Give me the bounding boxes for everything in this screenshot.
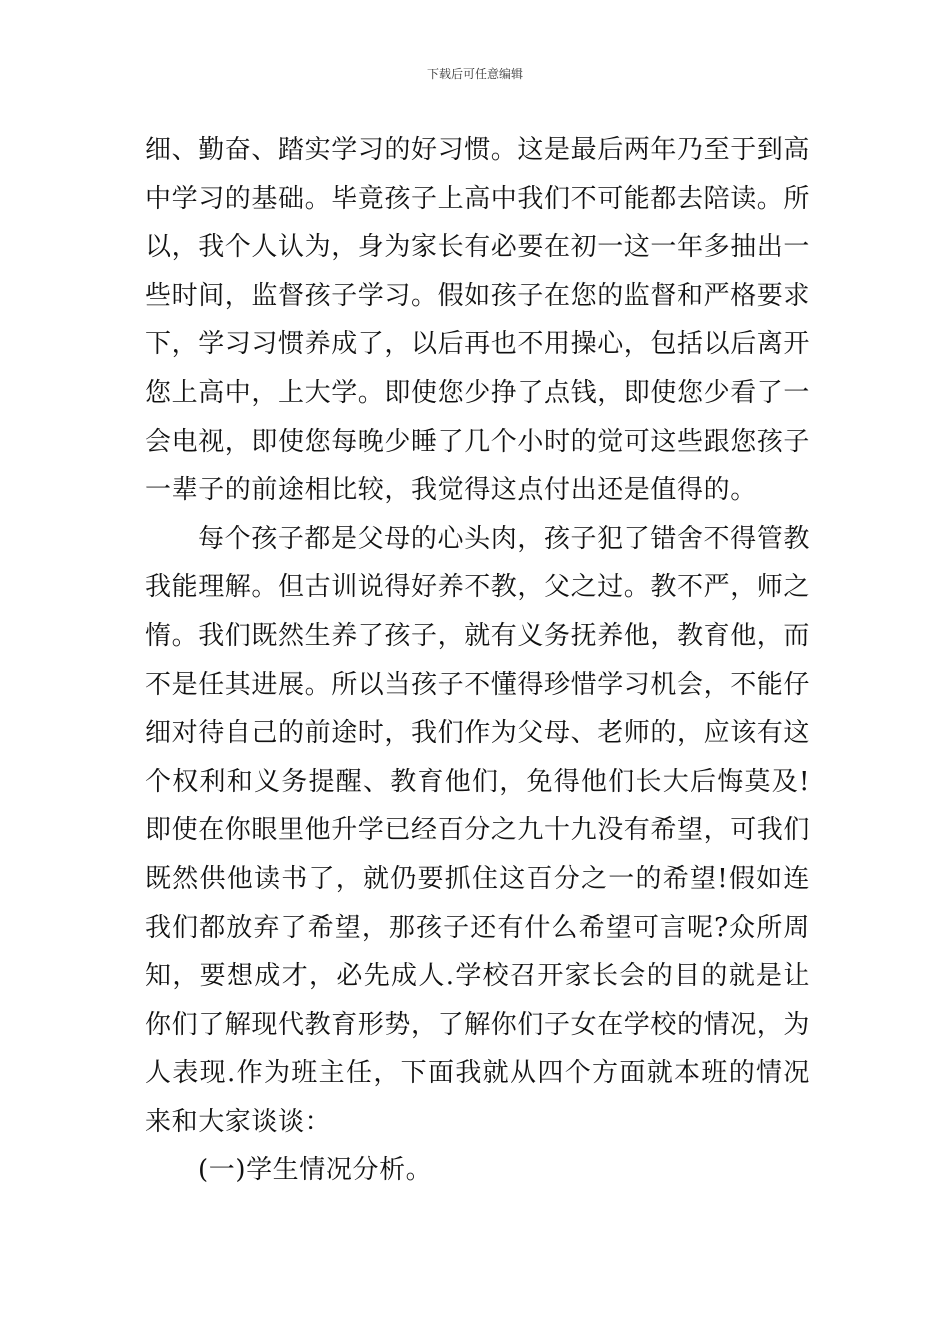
page-header-note: 下载后可任意编辑 (426, 67, 523, 81)
paragraph-continued: 细、勤奋、踏实学习的好习惯。这是最后两年乃至于到高中学习的基础。毕竟孩子上高中我们不可能都去陪读。所以，我个人认为，身为家长有必要在初一这一年多抽出一些时间，监督孩子学习。假如孩子在您的监督和严格要求下，学习习惯养成了，以后再也不用操心，包括以后离开您上高中，上大学。即使您少挣了点钱，即使您少看了一会电视，即使您每晚少睡了几个小时的觉可这些跟您孩子一辈子的前途相比较，我觉得这点付出还是值得的。 (145, 135, 811, 506)
document-body (145, 126, 810, 1195)
section-heading-student-analysis: (一)学生情况分析。 (198, 1155, 433, 1186)
paragraph-parents-duty: 每个孩子都是父母的心头肉，孩子犯了错舍不得管教我能理解。但古训说得好养不教，父之过。教不严，师之惰。我们既然生养了孩子，就有义务抚养他，教育他，而不是任其进展。所以当孩子不懂得珍惜学习机会，不能仔细对待自己的前途时，我们作为父母、老师的，应该有这个权利和义务提醒、教育他们，免得他们长大后悔莫及!即使在你眼里他升学已经百分之九十九没有希望，可我们既然供他读书了，就仍要抓住这百分之一的希望!假如连我们都放弃了希望，那孩子还有什么希望可言呢?众所周知，要想成才，必先成人.学校召开家长会的目的就是让你们了解现代教育形势，了解你们子女在学校的情况，为人表现.作为班主任，下面我就从四个方面就本班的情况来和大家谈谈： (145, 523, 811, 1137)
